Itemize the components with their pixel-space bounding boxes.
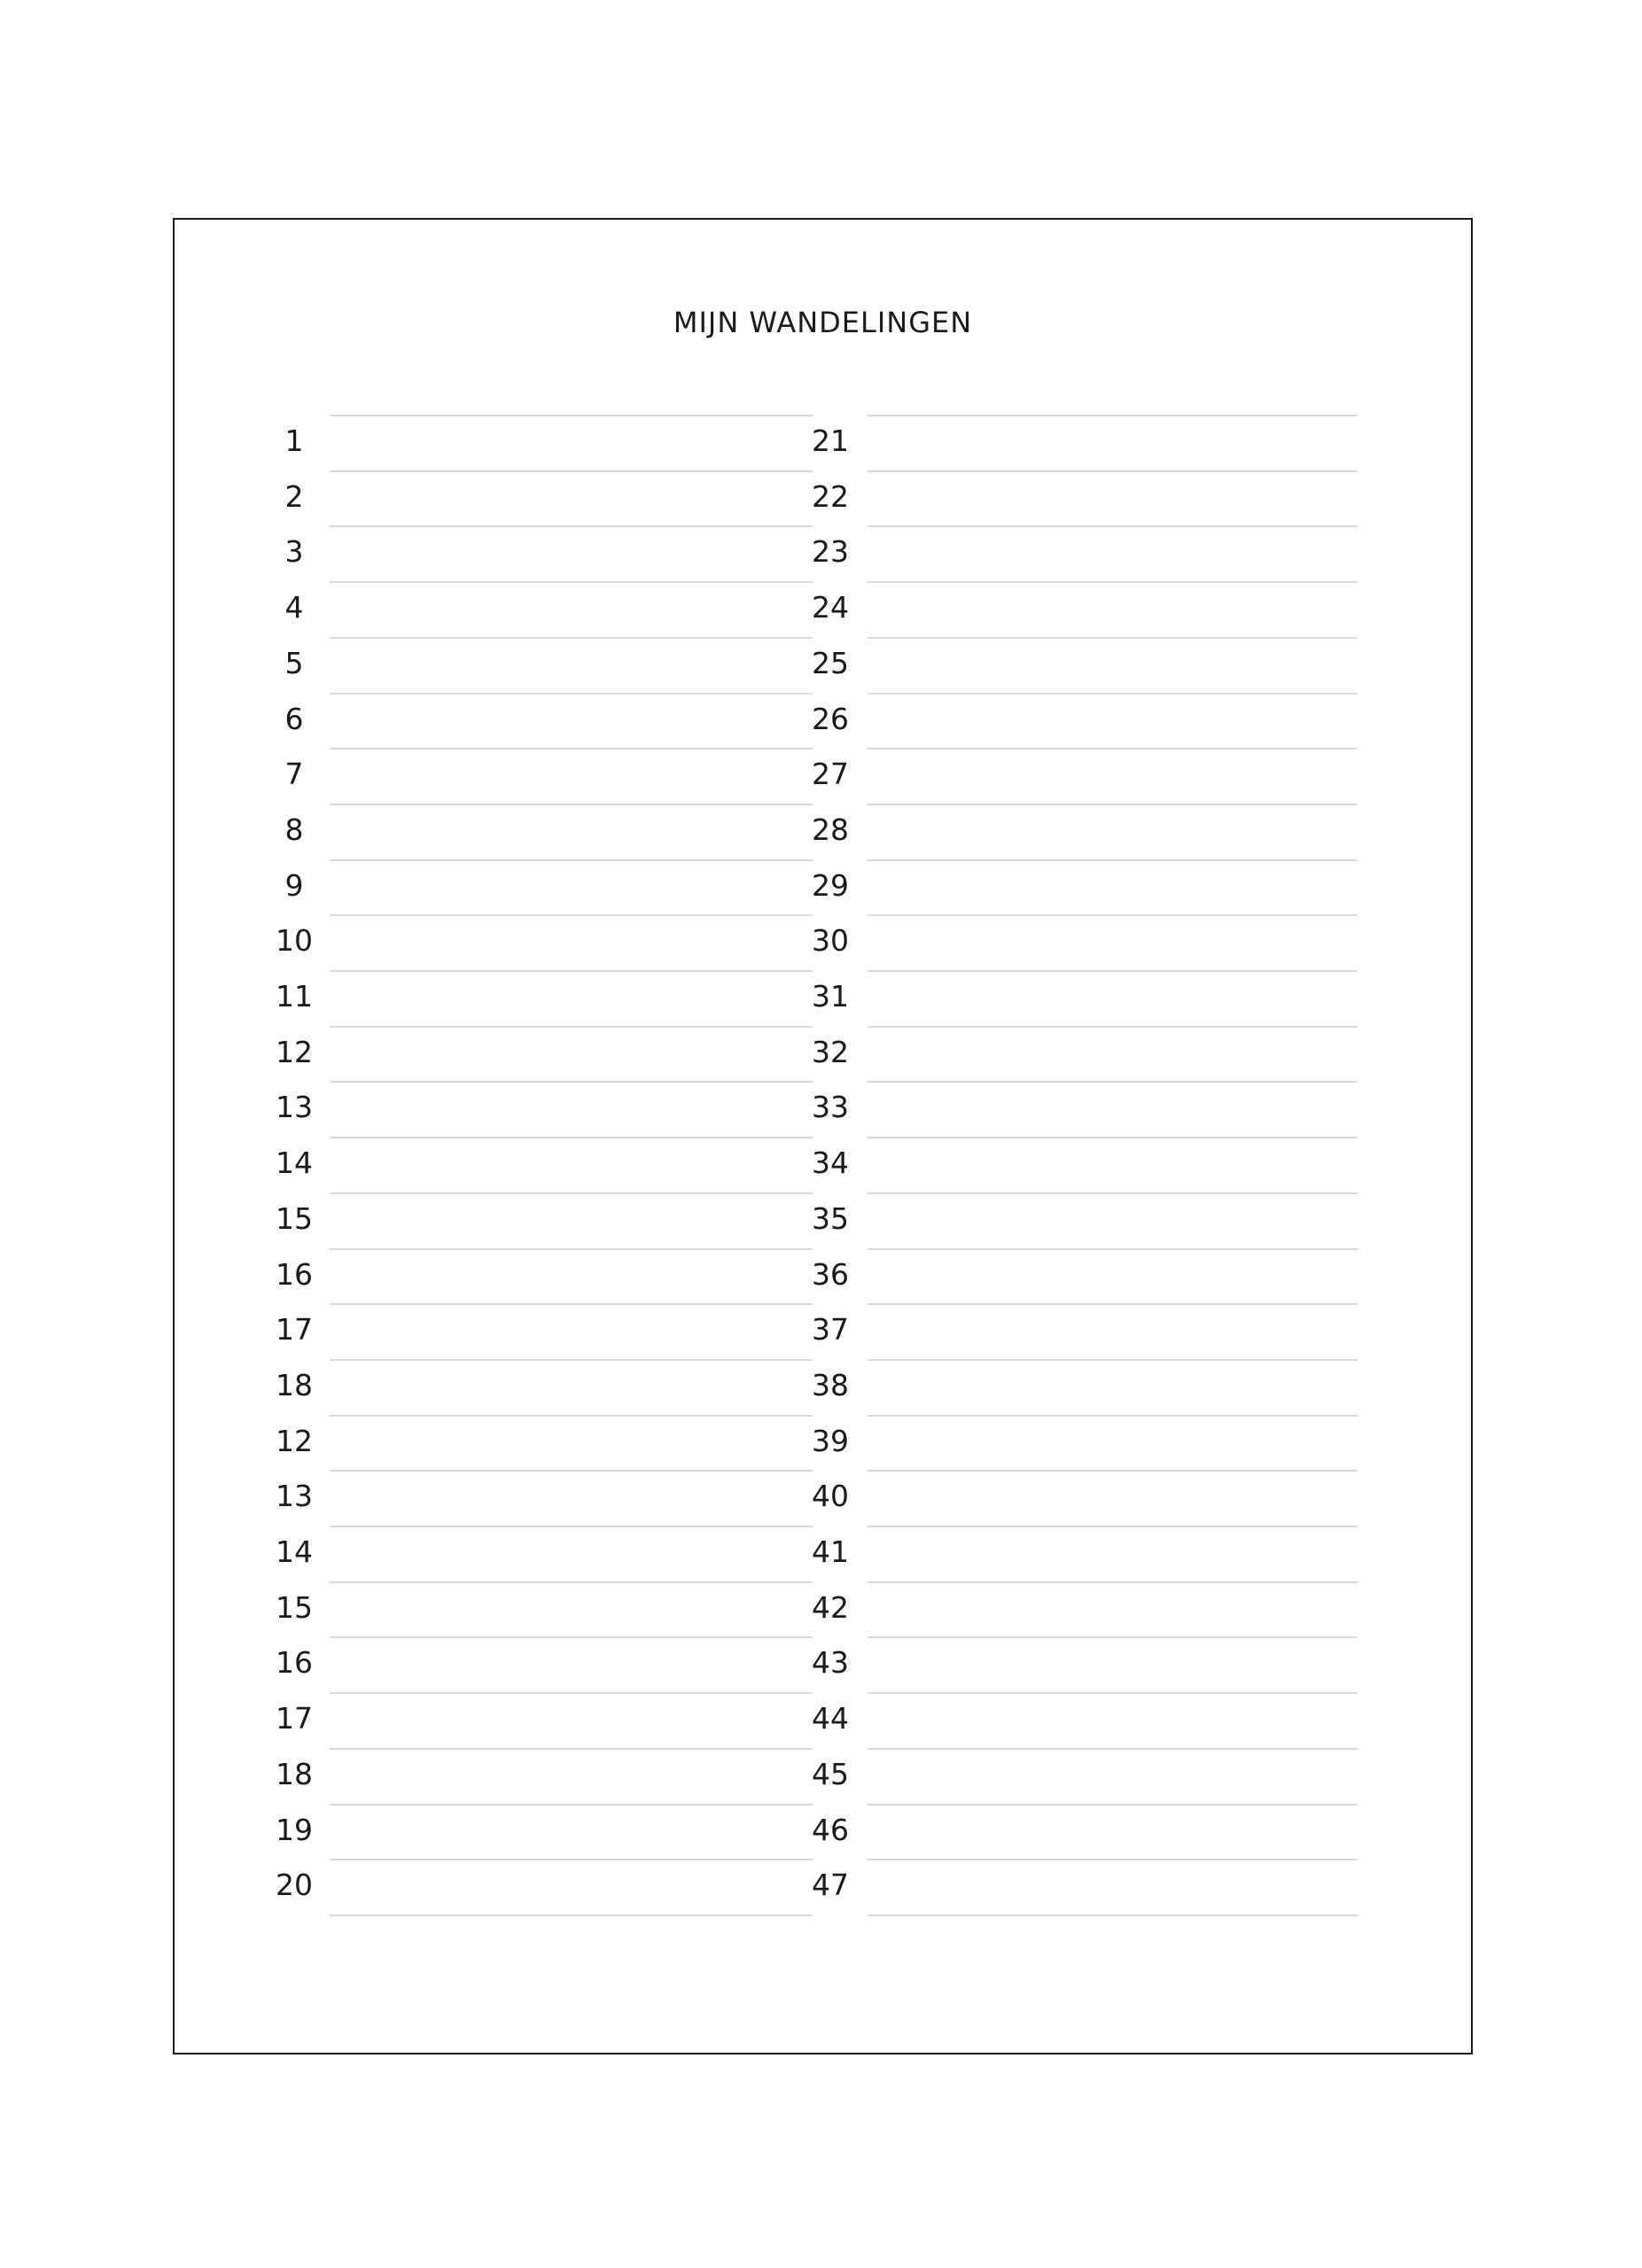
entry-number: 40	[812, 1479, 849, 1514]
writing-line[interactable]	[868, 1915, 1358, 1916]
writing-line[interactable]	[330, 748, 813, 750]
entry-number: 4	[284, 590, 304, 625]
writing-line[interactable]	[868, 1859, 1358, 1860]
writing-line[interactable]	[868, 525, 1358, 527]
entry-number: 36	[812, 1256, 849, 1292]
writing-line[interactable]	[868, 1526, 1358, 1527]
entry-number: 1	[284, 423, 304, 458]
writing-line[interactable]	[330, 415, 813, 416]
entry-number: 13	[276, 1090, 313, 1125]
writing-line[interactable]	[330, 1915, 813, 1916]
writing-line[interactable]	[330, 804, 813, 805]
entry-number: 15	[276, 1589, 313, 1625]
entry-number: 42	[812, 1589, 849, 1625]
writing-line[interactable]	[330, 1581, 813, 1583]
writing-line[interactable]	[868, 970, 1358, 972]
writing-line[interactable]	[868, 1804, 1358, 1806]
writing-line[interactable]	[330, 970, 813, 972]
entry-number: 10	[276, 923, 313, 959]
writing-line[interactable]	[330, 525, 813, 527]
writing-line[interactable]	[868, 1359, 1358, 1361]
entry-number: 14	[276, 1146, 313, 1181]
writing-line[interactable]	[868, 1026, 1358, 1028]
entry-number: 8	[284, 812, 304, 847]
entry-number: 16	[276, 1645, 313, 1681]
writing-line[interactable]	[330, 581, 813, 583]
writing-line[interactable]	[868, 1303, 1358, 1305]
writing-line[interactable]	[330, 1137, 813, 1138]
entry-number: 14	[276, 1534, 313, 1569]
entry-number: 32	[812, 1034, 849, 1069]
entry-number: 2	[284, 478, 304, 514]
writing-line[interactable]	[868, 1137, 1358, 1138]
writing-line[interactable]	[330, 1303, 813, 1305]
writing-line[interactable]	[868, 1636, 1358, 1638]
writing-line[interactable]	[868, 748, 1358, 750]
entry-number: 12	[276, 1034, 313, 1069]
writing-line[interactable]	[868, 1081, 1358, 1083]
entry-number: 13	[276, 1479, 313, 1514]
entry-number: 6	[284, 701, 304, 736]
page-frame	[173, 218, 1473, 2054]
entry-number: 3	[284, 534, 304, 570]
writing-line[interactable]	[330, 1859, 813, 1860]
writing-line[interactable]	[868, 470, 1358, 472]
entry-number: 17	[276, 1312, 313, 1348]
writing-line[interactable]	[868, 1192, 1358, 1194]
entry-number: 18	[276, 1756, 313, 1791]
writing-line[interactable]	[868, 1415, 1358, 1417]
entry-number: 24	[812, 590, 849, 625]
writing-line[interactable]	[868, 693, 1358, 695]
entry-number: 7	[284, 757, 304, 792]
entry-number: 22	[812, 478, 849, 514]
entry-number: 31	[812, 979, 849, 1014]
entry-number: 43	[812, 1645, 849, 1681]
writing-line[interactable]	[330, 470, 813, 472]
entry-number: 30	[812, 923, 849, 959]
writing-line[interactable]	[868, 1581, 1358, 1583]
writing-line[interactable]	[330, 1248, 813, 1250]
entry-number: 21	[812, 423, 849, 458]
entry-number: 19	[276, 1812, 313, 1847]
writing-line[interactable]	[330, 1636, 813, 1638]
entry-number: 12	[276, 1423, 313, 1458]
writing-line[interactable]	[330, 1415, 813, 1417]
entry-number: 9	[284, 867, 304, 903]
writing-line[interactable]	[868, 1248, 1358, 1250]
entry-number: 20	[276, 1868, 313, 1903]
entry-number: 29	[812, 867, 849, 903]
writing-line[interactable]	[330, 1081, 813, 1083]
entry-number: 35	[812, 1200, 849, 1236]
writing-line[interactable]	[868, 1748, 1358, 1750]
entry-number: 34	[812, 1146, 849, 1181]
writing-line[interactable]	[868, 804, 1358, 805]
entry-number: 23	[812, 534, 849, 570]
page-title: MIJN WANDELINGEN	[673, 306, 973, 339]
entry-number: 44	[812, 1701, 849, 1736]
entry-number: 33	[812, 1090, 849, 1125]
writing-line[interactable]	[868, 637, 1358, 639]
entry-number: 47	[812, 1868, 849, 1903]
entry-number: 46	[812, 1812, 849, 1847]
writing-line[interactable]	[330, 1526, 813, 1527]
entry-number: 28	[812, 812, 849, 847]
writing-line[interactable]	[330, 1692, 813, 1694]
writing-line[interactable]	[868, 415, 1358, 416]
writing-line[interactable]	[868, 1692, 1358, 1694]
entry-number: 18	[276, 1367, 313, 1402]
entry-number: 16	[276, 1256, 313, 1292]
entry-number: 26	[812, 701, 849, 736]
writing-line[interactable]	[868, 1470, 1358, 1472]
writing-line[interactable]	[330, 1748, 813, 1750]
writing-line[interactable]	[330, 693, 813, 695]
writing-line[interactable]	[330, 1470, 813, 1472]
writing-line[interactable]	[868, 581, 1358, 583]
writing-line[interactable]	[330, 1804, 813, 1806]
writing-line[interactable]	[868, 859, 1358, 861]
entry-number: 41	[812, 1534, 849, 1569]
entry-number: 11	[276, 979, 313, 1014]
writing-line[interactable]	[330, 1359, 813, 1361]
writing-line[interactable]	[330, 859, 813, 861]
writing-line[interactable]	[330, 1026, 813, 1028]
writing-line[interactable]	[330, 914, 813, 916]
entry-number: 5	[284, 645, 304, 680]
entry-number: 15	[276, 1200, 313, 1236]
writing-line[interactable]	[868, 914, 1358, 916]
entry-number: 37	[812, 1312, 849, 1348]
entry-number: 17	[276, 1701, 313, 1736]
entry-number: 38	[812, 1367, 849, 1402]
entry-number: 27	[812, 757, 849, 792]
entry-number: 45	[812, 1756, 849, 1791]
writing-line[interactable]	[330, 1192, 813, 1194]
entry-number: 39	[812, 1423, 849, 1458]
entry-number: 25	[812, 645, 849, 680]
writing-line[interactable]	[330, 637, 813, 639]
